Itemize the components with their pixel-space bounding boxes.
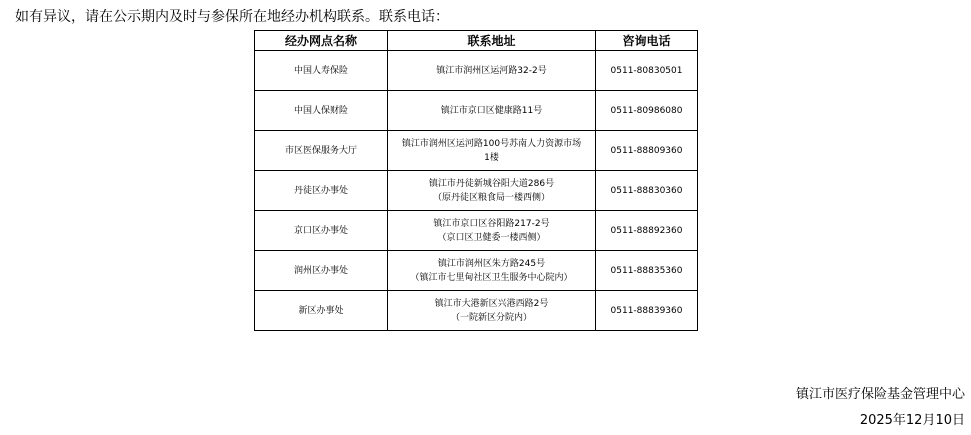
table-row — [255, 51, 698, 91]
address-line: （京口区卫健委一楼西侧） — [437, 232, 546, 243]
address-line: 1楼 — [484, 152, 499, 163]
address-line: 镇江市京口区健康路11号 — [440, 105, 543, 116]
address-line: 镇江市大港新区兴港西路2号 — [434, 298, 549, 309]
table-row — [255, 211, 698, 251]
office-phone: 0511-88835360 — [596, 251, 698, 291]
office-address — [388, 131, 596, 171]
table-row — [255, 91, 698, 131]
table-row — [255, 251, 698, 291]
contact-table — [254, 30, 698, 331]
office-phone: 0511-88830360 — [596, 171, 698, 211]
office-phone: 0511-88839360 — [596, 291, 698, 331]
office-address — [388, 51, 596, 91]
address-line: 镇江市润州区运河路32-2号 — [436, 65, 547, 76]
address-line: 镇江市润州区运河路100号苏南人力资源市场 — [401, 138, 582, 149]
address-line: 镇江市润州区朱方路245号 — [437, 258, 546, 269]
office-phone: 0511-88892360 — [596, 211, 698, 251]
table-header-row — [255, 31, 698, 51]
header-address: 联系地址 — [388, 31, 596, 51]
header-name: 经办网点名称 — [255, 31, 388, 51]
office-name: 京口区办事处 — [255, 211, 388, 251]
issuing-organization: 镇江市医疗保险基金管理中心 — [795, 387, 965, 402]
header-phone: 咨询电话 — [596, 31, 698, 51]
office-address — [388, 291, 596, 331]
table-row — [255, 291, 698, 331]
office-name: 中国人寿保险 — [255, 51, 388, 91]
office-address — [388, 211, 596, 251]
office-name: 新区办事处 — [255, 291, 388, 331]
office-address — [388, 171, 596, 211]
notice-intro: 如有异议，请在公示期内及时与参保所在地经办机构联系。联系电话： — [15, 9, 449, 25]
table-row — [255, 131, 698, 171]
office-phone: 0511-80986080 — [596, 91, 698, 131]
address-line: 镇江市京口区谷阳路217-2号 — [433, 218, 550, 229]
office-address — [388, 251, 596, 291]
office-name: 丹徒区办事处 — [255, 171, 388, 211]
office-name: 中国人保财险 — [255, 91, 388, 131]
office-phone: 0511-80830501 — [596, 51, 698, 91]
address-line: （一院新区分院内） — [450, 312, 532, 323]
office-name: 市区医保服务大厅 — [255, 131, 388, 171]
address-line: 镇江市丹徒新城谷阳大道286号 — [428, 178, 555, 189]
address-line: （镇江市七里甸社区卫生服务中心院内） — [410, 272, 573, 283]
office-name: 润州区办事处 — [255, 251, 388, 291]
address-line: （原丹徒区粮食局一楼西侧） — [432, 192, 550, 203]
issue-date: 2025年12月10日 — [859, 413, 965, 428]
office-address — [388, 91, 596, 131]
office-phone: 0511-88809360 — [596, 131, 698, 171]
table-row — [255, 171, 698, 211]
